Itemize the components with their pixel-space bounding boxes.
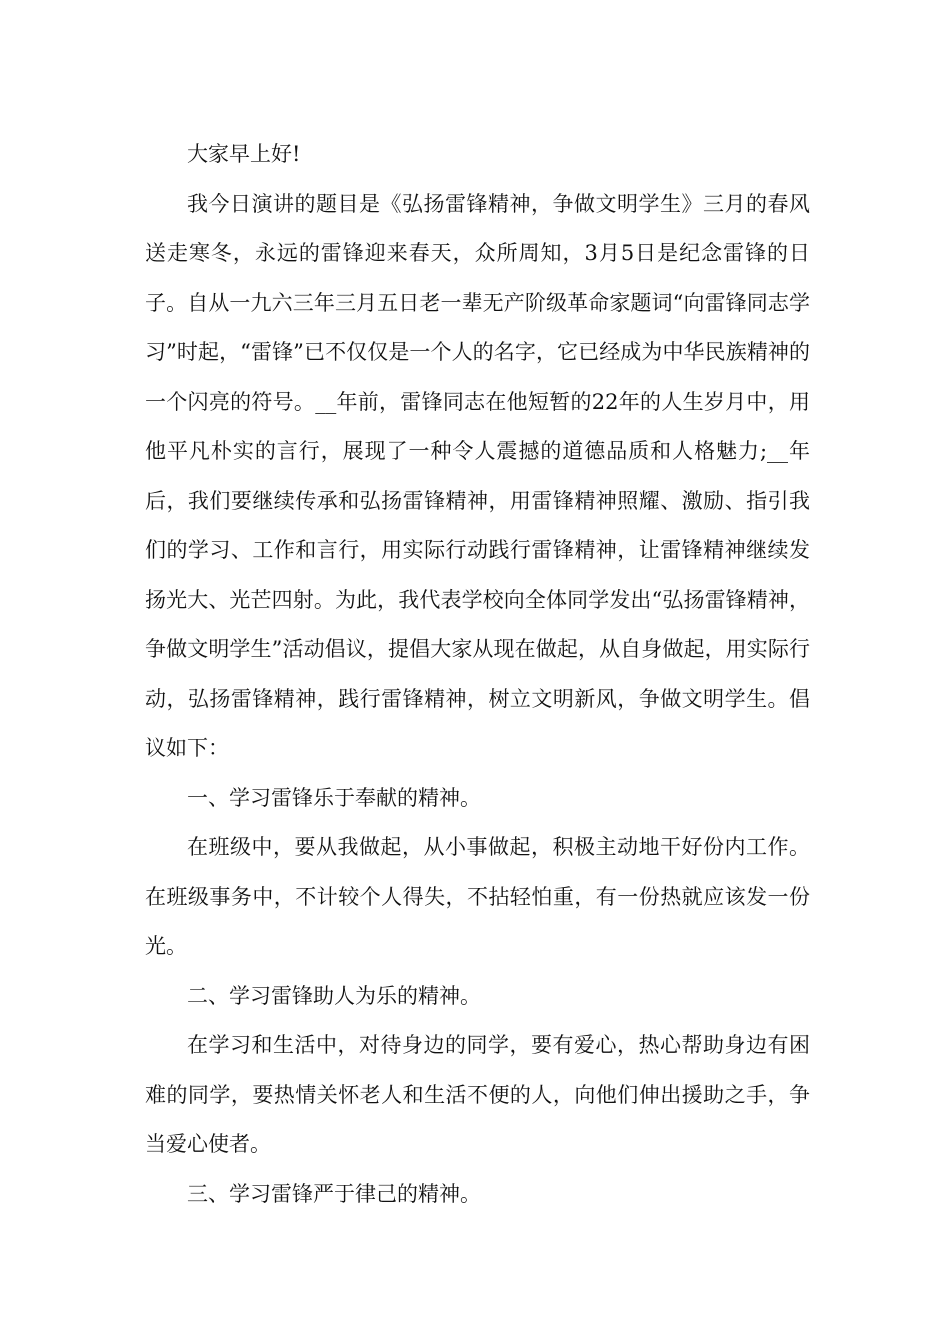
document-page: [145, 130, 810, 1219]
intro-paragraph: 我今日演讲的题目是《弘扬雷锋精神，争做文明学生》三月的春风送走寒冬，永远的雷锋迎来春天，众所周知，3月5日是纪念雷锋的日子。自从一九六三年三月五日老一辈无产阶级革命家题词“向雷锋同志学习”时起，“雷锋”已不仅仅是一个人的名字，它已经成为中华民族精神的一个闪亮的符号。__年前，雷锋同志在他短暂的22年的人生岁月中，用他平凡朴实的言行，展现了一种令人震撼的道德品质和人格魅力;__年后，我们要继续传承和弘扬雷锋精神，用雷锋精神照耀、激励、指引我们的学习、工作和言行，用实际行动践行雷锋精神，让雷锋精神继续发扬光大、光芒四射。为此，我代表学校向全体同学发出“弘扬雷锋精神，争做文明学生”活动倡议，提倡大家从现在做起，从自身做起，用实际行动，弘扬雷锋精神，践行雷锋精神，树立文明新风，争做文明学生。倡议如下：: [145, 191, 810, 760]
heading-three: 三、学习雷锋严于律己的精神。: [187, 1181, 481, 1206]
heading-two: 二、学习雷锋助人为乐的精神。: [187, 983, 481, 1008]
paragraph-one: 在班级中，要从我做起，从小事做起，积极主动地干好份内工作。在班级事务中，不计较个人得失，不拈轻怕重，有一份热就应该发一份光。: [145, 835, 810, 958]
paragraph-two: 在学习和生活中，对待身边的同学，要有爱心，热心帮助身边有困难的同学，要热情关怀老人和生活不便的人，向他们伸出援助之手，争当爱心使者。: [145, 1033, 810, 1156]
heading-one: 一、学习雷锋乐于奉献的精神。: [187, 785, 481, 810]
greeting-paragraph: 大家早上好!: [187, 142, 301, 166]
